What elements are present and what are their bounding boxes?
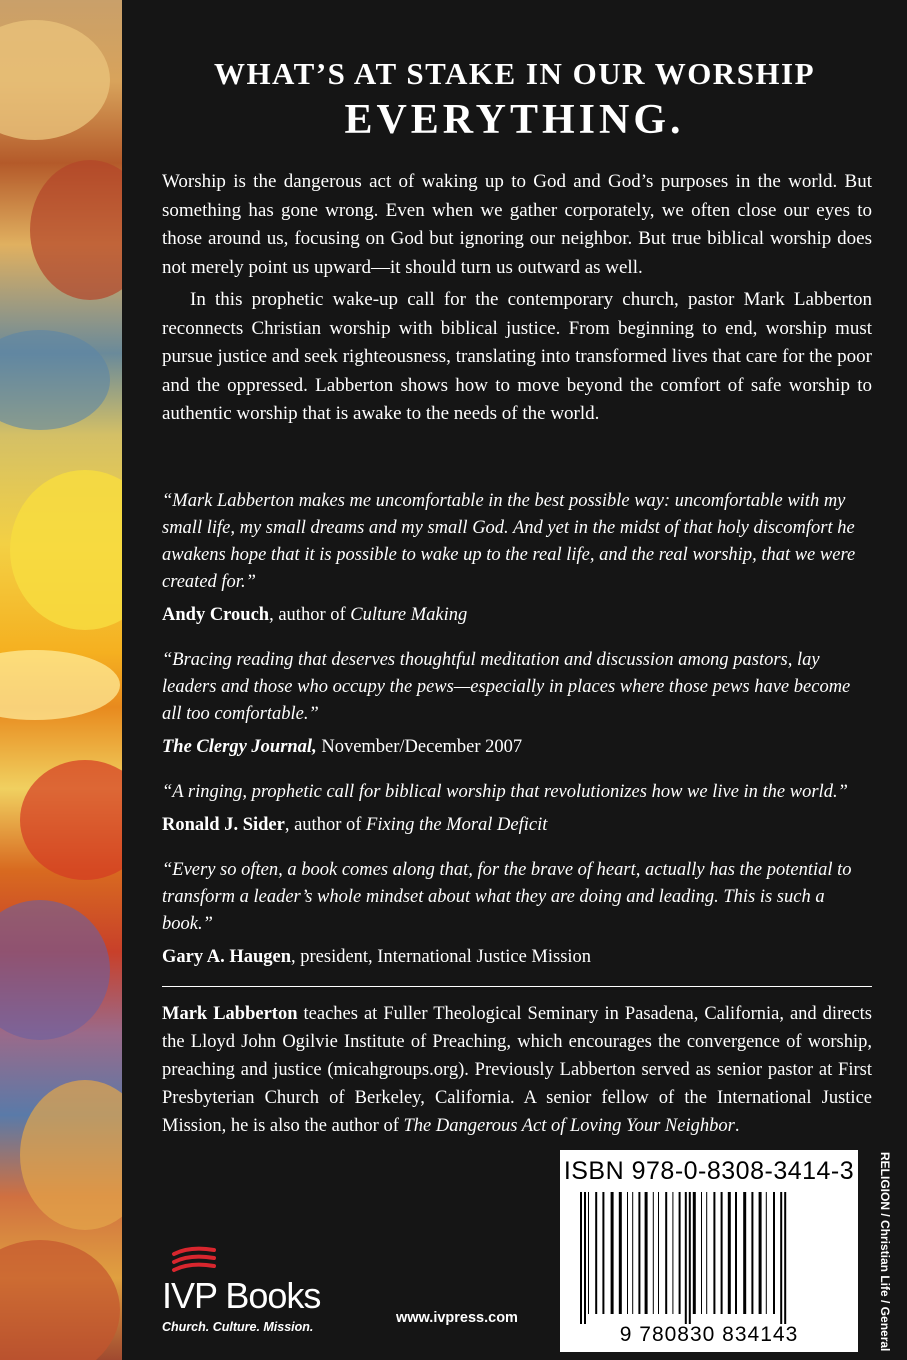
- endorser-role: , author of: [269, 605, 351, 625]
- endorsement-attribution: [162, 602, 872, 629]
- headline: WHAT’S AT STAKE IN OUR WORSHIP: [213, 56, 816, 91]
- bio-body: teaches at Fuller Theological Seminary in Pasadena, California, and directs the Lloyd John Ogilvie Institute of Preaching, which encourages the convergence of worship, preaching and justice (micahgroups.org). Previously Labberton served as senior pastor at First Presbyterian Church of Berkeley, California. A senior fellow of the International Justice Mission, he is also the author of: [162, 1004, 872, 1136]
- barcode-digits: 9 780830 834143: [619, 1323, 799, 1346]
- endorsement-attribution: [162, 812, 872, 839]
- barcode: [560, 1150, 858, 1352]
- description-paragraph: Worship is the dangerous act of waking up to God and God’s purposes in the world. But something has gone wrong. Even when we gather corporately, we often close our eyes to those around us, focusing on God but ignoring our neighbor. But true biblical worship does not merely point us upward—it should turn us outward as well.: [162, 171, 872, 278]
- category-label: [866, 1152, 906, 1352]
- bio-end: .: [734, 1116, 740, 1136]
- endorser-role: November/December 2007: [316, 737, 523, 757]
- publisher-name: IVP Books: [162, 1275, 321, 1316]
- bio-book-title: The Dangerous Act of Loving Your Neighbor: [403, 1116, 735, 1136]
- endorsement-quote: “Bracing reading that deserves thoughtful meditation and discussion among pastors, lay leaders and those who occupy the pews—especially in places where those pews have become all too comfortable.”: [162, 650, 851, 724]
- publisher-website: www.ivpress.com: [396, 1310, 518, 1326]
- endorser-name: Andy Crouch: [162, 605, 270, 625]
- category-text: RELIGION / Christian Life / General: [878, 1152, 892, 1352]
- author-bio: [162, 1000, 872, 1140]
- endorser-role: , president, International Justice Mission: [291, 947, 592, 967]
- endorser-work: Fixing the Moral Deficit: [366, 815, 548, 835]
- endorsement: [162, 779, 872, 839]
- endorsement-attribution: [162, 734, 872, 761]
- endorsement: [162, 488, 872, 629]
- publisher-tagline: Church. Culture. Mission.: [162, 1320, 314, 1334]
- publisher-logo: [162, 1244, 342, 1334]
- endorsements: [162, 488, 872, 989]
- endorser-role: , author of: [284, 815, 367, 835]
- endorsement: [162, 857, 872, 971]
- isbn-label: ISBN 978-0-8308-3414-3: [563, 1157, 855, 1185]
- cover-painting-strip: [0, 0, 122, 1360]
- endorsement-attribution: [162, 944, 872, 971]
- author-name: Mark Labberton: [162, 1004, 298, 1024]
- endorser-name: Gary A. Haugen: [162, 947, 291, 967]
- ivp-logo-icon: [170, 1244, 220, 1278]
- endorsement-quote: “Every so often, a book comes along that, for the brave of heart, actually has the potential to transform a leader’s whole mindset about what they are doing and leading. This is such a book.”: [162, 860, 852, 934]
- endorser-name: The Clergy Journal,: [162, 737, 317, 757]
- author-bio-text: [162, 1000, 872, 1140]
- subhead: EVERYTHING.: [344, 97, 685, 143]
- book-description: [162, 168, 872, 429]
- back-cover-content: [122, 0, 907, 1360]
- barcode-bars-icon: [578, 1192, 842, 1324]
- endorser-work: Culture Making: [350, 605, 468, 625]
- endorsement-quote: “A ringing, prophetic call for biblical worship that revolutionizes how we live in the world.”: [162, 782, 848, 802]
- description-paragraph: In this prophetic wake-up call for the contemporary church, pastor Mark Labberton reconnects Christian worship with biblical justice. From beginning to end, worship must pursue justice and seek righteousness, translating into transformed lives that care for the poor and the oppressed. Labberton shows how to move beyond the comfort of safe worship to authentic worship that is awake to the needs of the world.: [162, 289, 872, 424]
- endorser-name: Ronald J. Sider: [162, 815, 285, 835]
- endorsement-quote: “Mark Labberton makes me uncomfortable in the best possible way: uncomfortable with my small life, my small dreams and my small God. And yet in the midst of that holy discomfort he awakens hope that it is possible to wake up to the real life, and the real worship, that we were created for.”: [162, 491, 856, 592]
- divider: [162, 986, 872, 987]
- endorsement: [162, 647, 872, 761]
